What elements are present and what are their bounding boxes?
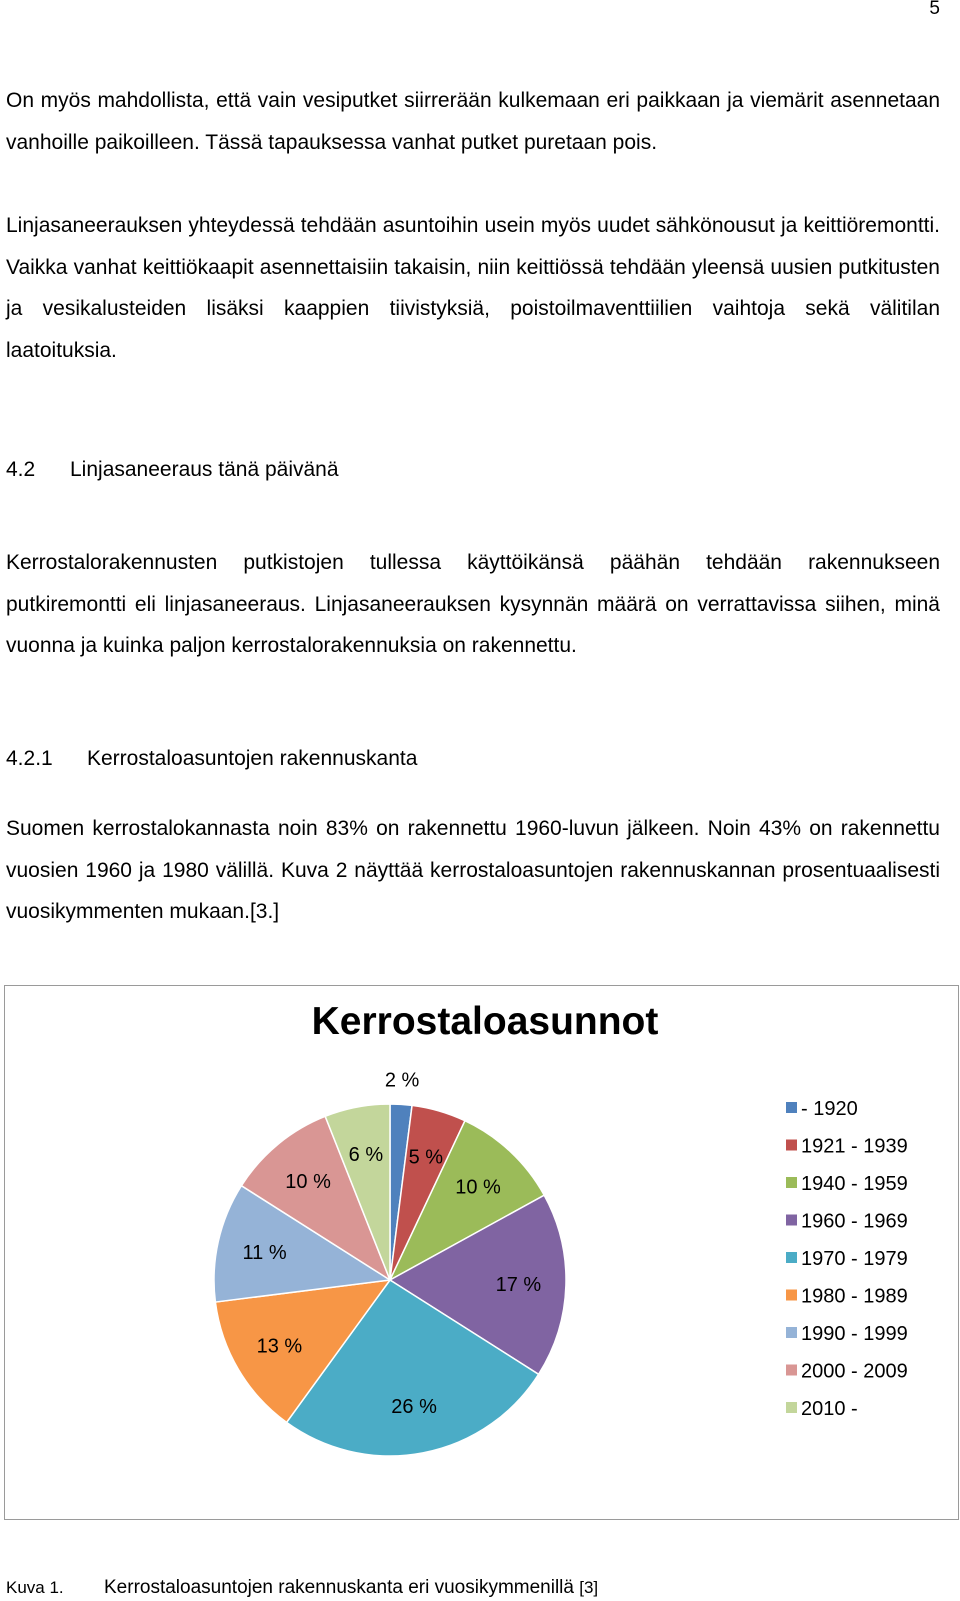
paragraph-3: Kerrostalorakennusten putkistojen tullessa käyttöikänsä päähän tehdään rakennukseen putkiremontti eli linjasaneeraus. Linjasaneerauksen kysynnän määrä on verrattavissa siihen, minä vuonna ja kuinka paljon kerrostalorakennuksia on rakennettu. xyxy=(6,551,940,657)
slice-data-label-3: 17 % xyxy=(495,1274,542,1296)
caption-text: Kerrostaloasuntojen rakennuskanta eri vuosikymmenillä xyxy=(104,1577,574,1598)
legend-label-7: 2000 - 2009 xyxy=(801,1360,908,1383)
legend-label-0: - 1920 xyxy=(801,1098,858,1120)
legend-label-2: 1940 - 1959 xyxy=(801,1173,908,1195)
pie-chart xyxy=(5,986,960,1521)
legend-swatch-5 xyxy=(786,1290,797,1301)
legend-label-3: 1960 - 1969 xyxy=(801,1210,908,1233)
legend-swatch-7 xyxy=(786,1365,797,1376)
caption-label: Kuva 1. xyxy=(6,1578,64,1597)
legend-swatch-4 xyxy=(786,1252,797,1263)
legend-swatch-3 xyxy=(786,1215,797,1226)
caption-reference: [3] xyxy=(579,1578,599,1597)
slice-data-label-2: 10 % xyxy=(455,1176,501,1199)
slice-data-label-5: 13 % xyxy=(256,1335,303,1358)
slice-data-label-7: 10 % xyxy=(285,1171,331,1193)
figure-caption xyxy=(6,1577,598,1599)
section-title: Kerrostaloasuntojen rakennuskanta xyxy=(87,747,418,770)
legend-swatch-2 xyxy=(786,1177,797,1188)
section-heading-4-2-1 xyxy=(6,745,417,773)
paragraph-4: Suomen kerrostalokannasta noin 83% on rakennettu 1960-luvun jälkeen. Noin 43% on rakennettu vuosien 1960 ja 1980 välillä. Kuva 2 näyttää kerrostaloasuntojen rakennuskannan prosentuaalisesti vuosikymmenten mukaan.[3.] xyxy=(6,817,940,923)
legend-swatch-1 xyxy=(786,1140,797,1151)
pie-chart-figure xyxy=(4,985,959,1520)
page-number: 5 xyxy=(929,0,940,19)
chart-title: Kerrostaloasunnot xyxy=(311,1000,659,1043)
section-title: Linjasaneeraus tänä päivänä xyxy=(70,458,339,481)
slice-data-label-8: 6 % xyxy=(348,1143,384,1166)
slice-data-label-1: 5 % xyxy=(408,1146,444,1169)
legend-label-4: 1970 - 1979 xyxy=(801,1248,908,1270)
paragraph-1: On myös mahdollista, että vain vesiputket siirrerään kulkemaan eri paikkaan ja viemärit asennetaan vanhoille paikoilleen. Tässä tapauksessa vanhat putket puretaan pois. xyxy=(6,89,940,154)
slice-data-label-0: 2 % xyxy=(384,1069,420,1092)
section-number: 4.2.1 xyxy=(6,747,53,770)
legend-swatch-8 xyxy=(786,1402,797,1413)
legend-label-5: 1980 - 1989 xyxy=(801,1285,908,1308)
legend-swatch-0 xyxy=(786,1102,797,1113)
slice-data-label-6: 11 % xyxy=(242,1242,287,1264)
legend-label-1: 1921 - 1939 xyxy=(801,1135,908,1158)
slice-data-label-4: 26 % xyxy=(391,1396,437,1419)
legend-label-8: 2010 - xyxy=(801,1398,858,1420)
section-number: 4.2 xyxy=(6,458,36,481)
legend-swatch-6 xyxy=(786,1327,797,1338)
legend-label-6: 1990 - 1999 xyxy=(801,1323,908,1345)
paragraph-2: Linjasaneerauksen yhteydessä tehdään asuntoihin usein myös uudet sähkönousut ja keittiöremontti. Vaikka vanhat keittiökaapit asennettaisiin takaisin, niin keittiössä tehdään yleensä uusien putkitusten ja vesikalusteiden lisäksi kaappien tiivistyksiä, poistoilmaventtiilien vaihtoja sekä välitilan laatoituksia. xyxy=(6,214,940,362)
section-heading-4-2 xyxy=(6,456,339,484)
